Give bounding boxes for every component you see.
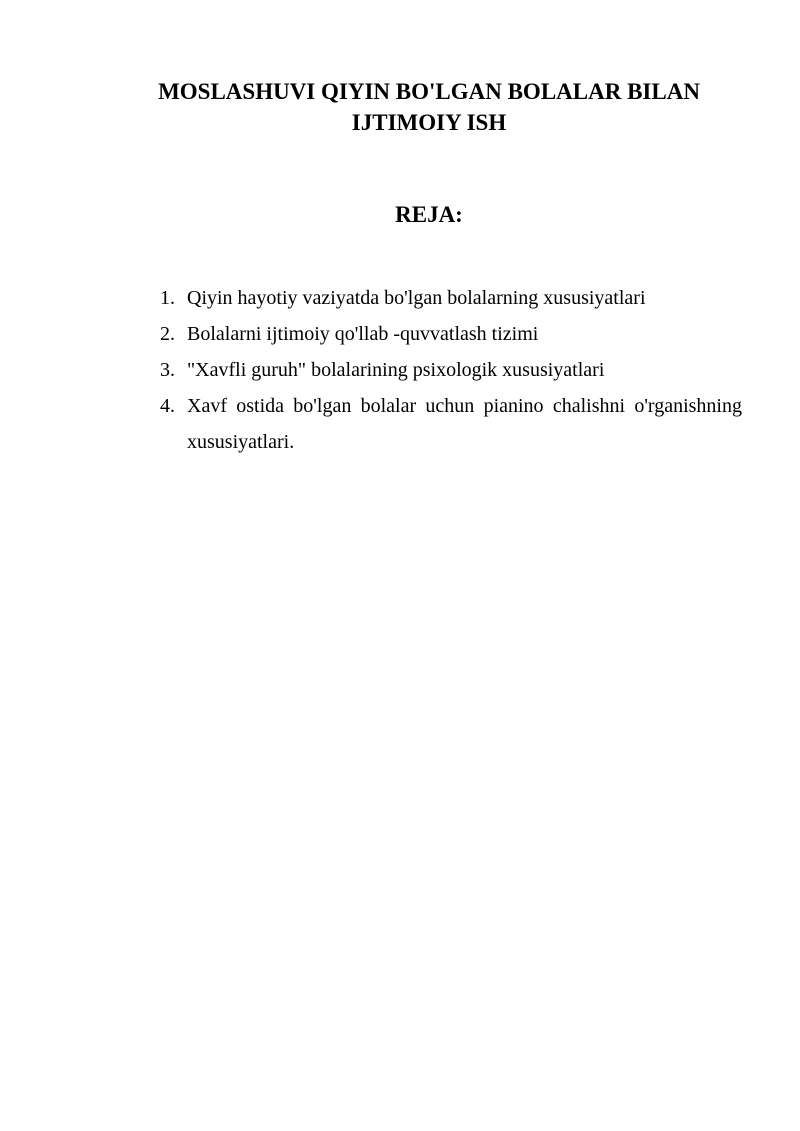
plan-item-number: 2. [160,323,175,345]
plan-item-number: 1. [160,287,175,309]
plan-item-number: 4. [160,395,175,417]
plan-heading: REJA: [395,202,463,227]
document-title [100,76,758,138]
document-title-line-1: MOSLASHUVI QIYIN BO'LGAN BOLALAR BILAN [158,79,700,104]
document-title-line-2: IJTIMOIY ISH [351,110,507,135]
plan-item-3 [160,352,742,388]
plan-item-number: 3. [160,359,175,381]
plan-item-text: Xavf ostida bo'lgan bolalar uchun pianino chalishni o'rganishning xususiyatlari. [187,395,742,453]
plan-item-4 [160,388,742,460]
plan-list [160,280,742,460]
plan-item-2 [160,316,742,352]
plan-item-text: Qiyin hayotiy vaziyatda bo'lgan bolalarning xususiyatlari [187,287,646,309]
plan-item-text: "Xavfli guruh" bolalarining psixologik xususiyatlari [187,359,605,381]
plan-item-text: Bolalarni ijtimoiy qo'llab -quvvatlash tizimi [187,323,539,345]
plan-item-1 [160,280,742,316]
